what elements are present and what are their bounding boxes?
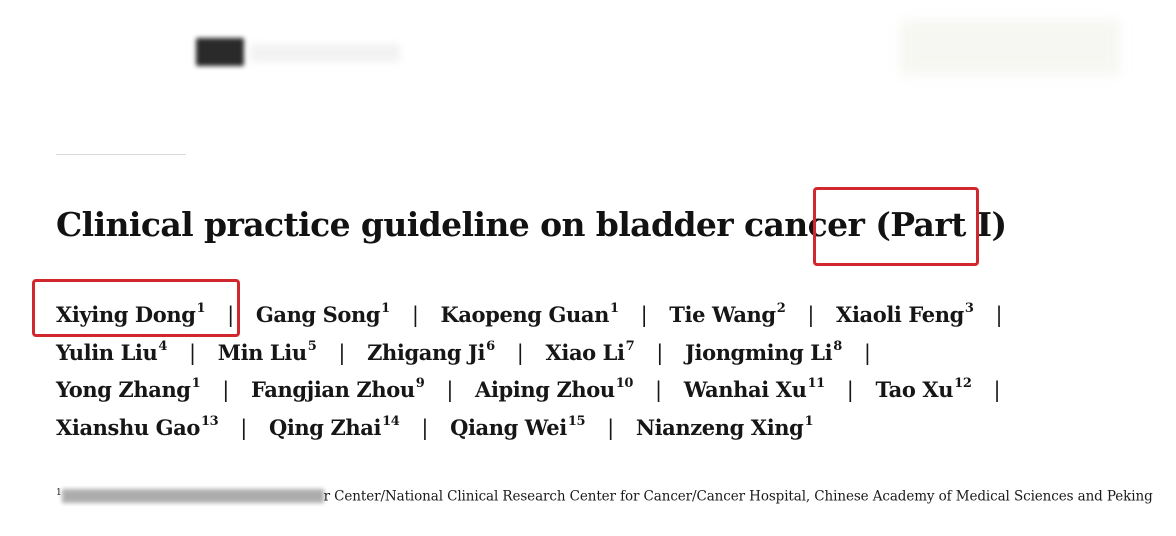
author-affiliation-number: 6	[486, 338, 495, 354]
author-name-text: Xiying Dong	[56, 302, 196, 327]
author-affiliation-number: 5	[307, 338, 317, 354]
author-separator: |	[807, 303, 815, 327]
author-name-text: Zhigang Ji	[367, 339, 486, 365]
author-name-text: Min Liu	[217, 339, 307, 365]
author-affiliation-number: 1	[381, 301, 390, 316]
header-rule	[56, 154, 186, 155]
author-name	[475, 377, 633, 402]
author-name	[269, 415, 399, 440]
highlight-box-first-author	[32, 279, 240, 337]
author-name	[836, 302, 973, 327]
author-separator: |	[607, 415, 614, 440]
journal-logo-blurred	[196, 38, 244, 66]
author-separator: |	[240, 415, 247, 440]
author-name-text: Qing Zhai	[268, 414, 382, 440]
affiliation-line	[56, 488, 1153, 505]
author-name	[450, 415, 585, 440]
author-name	[441, 302, 619, 327]
author-affiliation-number: 1	[196, 301, 206, 316]
author-name-text: Xianshu Gao	[56, 414, 200, 440]
author-name	[256, 302, 390, 327]
author-separator: |	[516, 340, 524, 365]
author-name	[56, 340, 167, 365]
author-affiliation-number: 4	[158, 338, 168, 354]
author-name	[367, 340, 495, 365]
author-name-text: Kaopeng Guan	[440, 302, 609, 327]
author-separator: |	[995, 303, 1003, 327]
author-name	[685, 340, 842, 365]
author-name-text: Xiaoli Feng	[836, 302, 964, 327]
author-name	[684, 377, 825, 402]
author-name-text: Gang Song	[255, 302, 381, 327]
author-name-text: Tie Wang	[669, 302, 776, 327]
journal-name-blurred	[250, 44, 400, 62]
author-name-text: Nianzeng Xing	[635, 414, 804, 440]
author-affiliation-number: 1	[609, 301, 619, 316]
author-affiliation-number: 8	[833, 338, 842, 354]
author-name	[56, 415, 218, 440]
author-affiliation-number: 15	[567, 413, 586, 429]
author-name	[875, 377, 971, 402]
author-name	[251, 377, 424, 402]
author-affiliation-number: 7	[625, 338, 635, 354]
author-separator: |	[227, 303, 234, 327]
author-name-text: Yong Zhang	[56, 377, 191, 402]
author-separator: |	[993, 378, 1001, 402]
author-line	[56, 409, 1126, 447]
affiliation-marker: 1	[56, 488, 62, 498]
author-name-text: Tao Xu	[875, 377, 954, 402]
affiliation-text: r Center/National Clinical Research Center for Cancer/Cancer Hospital, Chinese Academy of Medical Sciences and Peking	[323, 488, 1153, 505]
header-right-blurred	[900, 20, 1120, 75]
author-name-text: Fangjian Zhou	[250, 377, 415, 402]
author-name-text: Qiang Wei	[450, 414, 567, 440]
author-name	[669, 302, 785, 327]
author-separator: |	[189, 340, 196, 365]
author-affiliation-number: 13	[200, 413, 219, 429]
author-affiliation-number: 14	[382, 413, 400, 429]
author-separator: |	[846, 378, 854, 402]
author-name-text: Xiao Li	[545, 339, 625, 365]
author-separator: |	[640, 303, 648, 327]
author-affiliation-number: 11	[807, 376, 825, 391]
author-separator: |	[338, 340, 346, 365]
author-affiliation-number: 2	[776, 301, 786, 316]
paper-title-part: (Part I)	[875, 205, 1007, 244]
affiliation-smudge	[62, 489, 324, 503]
author-separator: |	[863, 340, 871, 365]
paper-title-main: Clinical practice guideline on bladder cancer	[56, 205, 876, 244]
author-name	[636, 415, 813, 440]
author-line	[56, 334, 1126, 372]
author-separator: |	[411, 303, 419, 327]
author-affiliation-number: 10	[615, 376, 634, 391]
author-separator: |	[656, 340, 663, 365]
author-affiliation-number: 3	[964, 301, 974, 316]
author-affiliation-number: 1	[191, 376, 201, 391]
author-name-text: Yulin Liu	[56, 339, 158, 365]
author-name-text: Jiongming Li	[684, 339, 833, 365]
author-line	[56, 371, 1126, 409]
author-affiliation-number: 12	[954, 376, 972, 391]
author-separator: |	[421, 415, 429, 440]
author-separator: |	[446, 378, 454, 402]
author-name-text: Aiping Zhou	[475, 377, 615, 402]
author-affiliation-number: 1	[804, 413, 814, 429]
author-name	[545, 340, 634, 365]
author-name	[56, 377, 200, 402]
author-name-text: Wanhai Xu	[683, 377, 807, 402]
author-separator: |	[655, 378, 662, 402]
author-name	[218, 340, 317, 365]
author-affiliation-number: 9	[415, 376, 425, 391]
highlight-box-part	[813, 187, 979, 266]
author-separator: |	[222, 378, 229, 402]
